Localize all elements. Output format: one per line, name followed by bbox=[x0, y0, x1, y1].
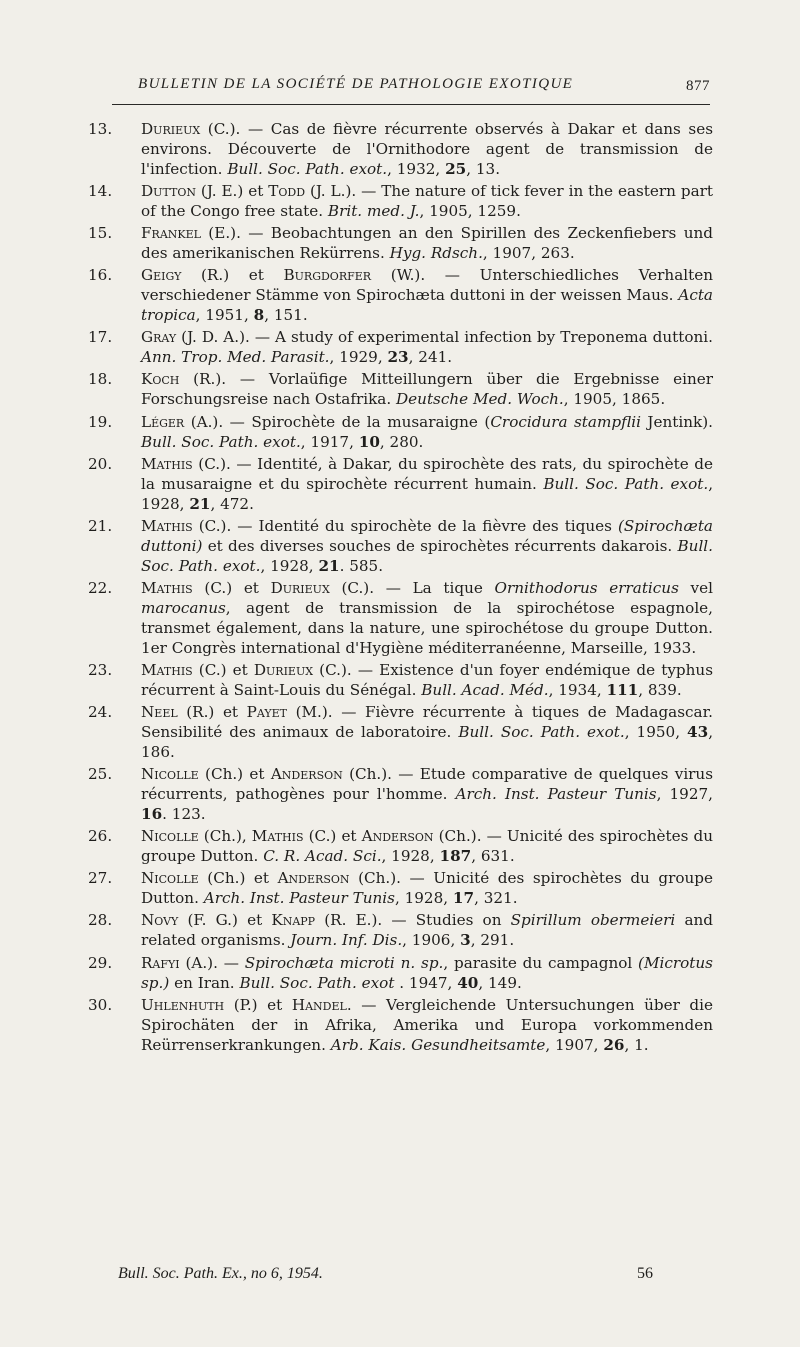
reference-segment: , 291. bbox=[470, 931, 515, 950]
author-name: Frankel bbox=[141, 224, 201, 243]
italic-text: Journ. Inf. Dis. bbox=[290, 931, 403, 950]
author-name: Dutton bbox=[141, 182, 196, 201]
page-number: 877 bbox=[686, 78, 710, 94]
author-name: Handel bbox=[291, 995, 347, 1014]
reference-number: 21. bbox=[88, 516, 113, 535]
reference-entry bbox=[88, 412, 713, 452]
italic-text: Brit. med. J. bbox=[327, 202, 420, 221]
reference-entry bbox=[88, 119, 713, 179]
italic-text: marocanus bbox=[141, 598, 226, 617]
reference-segment: (C.). — Identité du spirochète de la fièvre des tiques bbox=[192, 516, 618, 535]
reference-text bbox=[141, 953, 713, 993]
reference-segment: (C.). — Existence d'un foyer endémique de typhus récurrent à Saint-Louis du Sénégal. bbox=[141, 660, 713, 699]
reference-segment: (Ch.) et bbox=[198, 869, 278, 888]
volume-number: 3 bbox=[460, 931, 471, 950]
italic-text: Ornithodorus erraticus bbox=[494, 578, 679, 597]
reference-number: 19. bbox=[88, 412, 113, 431]
reference-number: 27. bbox=[88, 869, 113, 888]
reference-segment: (R. E.). — Studies on bbox=[315, 911, 511, 930]
author-name: Léger bbox=[141, 412, 185, 431]
running-header bbox=[138, 76, 710, 93]
author-name: Burgdorfer bbox=[283, 266, 372, 285]
reference-segment: (C.) et bbox=[303, 827, 362, 846]
author-name: Rafyi bbox=[141, 953, 180, 972]
reference-segment: , 1932, bbox=[387, 160, 446, 178]
author-name: Durieux bbox=[141, 120, 201, 138]
reference-segment: , 839. bbox=[638, 680, 682, 699]
reference-entry bbox=[88, 910, 713, 950]
italic-text: Bull. Soc. Path. exot. bbox=[141, 432, 301, 451]
reference-segment: (R.) et bbox=[177, 703, 247, 722]
reference-segment: (M.). — Fièvre récurrente à tiques de Madagascar. Sensibilité des animaux de laboratoire. bbox=[141, 703, 713, 742]
reference-segment: (A.). — Spirochète de la musaraigne ( bbox=[184, 412, 491, 431]
reference-segment: , 149. bbox=[478, 973, 522, 992]
reference-segment: , 241. bbox=[408, 348, 453, 367]
reference-entry bbox=[88, 265, 713, 325]
italic-text: Bull. Acad. Méd. bbox=[421, 680, 549, 699]
author-name: Anderson bbox=[270, 765, 343, 784]
reference-entry bbox=[88, 826, 713, 866]
reference-segment: (C.). — Cas de fièvre récurrente observés à Dakar et dans ses environs. Découverte de l'Ornithodore agent de transmission de l'infection. bbox=[141, 120, 713, 178]
reference-number: 20. bbox=[88, 454, 113, 473]
reference-segment: , 1950, bbox=[624, 723, 688, 742]
reference-text bbox=[141, 995, 713, 1055]
reference-segment: , 1907, 263. bbox=[482, 244, 575, 263]
volume-number: 25 bbox=[445, 160, 467, 178]
italic-text: Arch. Inst. Pasteur Tunis bbox=[455, 785, 657, 804]
reference-segment: , 1. bbox=[624, 1035, 649, 1054]
reference-segment: en Iran. bbox=[169, 973, 240, 992]
author-name: Payet bbox=[246, 703, 287, 722]
volume-number: 21 bbox=[318, 556, 340, 575]
reference-segment: . 1947, bbox=[394, 973, 458, 992]
reference-entry bbox=[88, 702, 713, 762]
reference-segment: (C.). — La tique bbox=[329, 578, 495, 597]
footer-citation: Bull. Soc. Path. Ex., no 6, 1954. bbox=[118, 1265, 323, 1282]
reference-entry bbox=[88, 660, 713, 700]
italic-text: Bull. Soc. Path. exot. bbox=[458, 723, 625, 742]
reference-segment: (E.). — Beobachtungen an den Spirillen des Zeckenfiebers und des amerikanischen Rekürrens. bbox=[141, 224, 713, 263]
italic-text: C. R. Acad. Sci. bbox=[263, 847, 382, 866]
reference-segment: , 1928, bbox=[394, 889, 453, 908]
reference-segment: (Ch.), bbox=[198, 827, 252, 846]
reference-segment: vel bbox=[678, 578, 713, 597]
reference-segment: , 631. bbox=[471, 847, 515, 866]
italic-text: (Spirochæta duttoni) bbox=[141, 516, 713, 555]
reference-number: 29. bbox=[88, 953, 113, 972]
volume-number: 43 bbox=[687, 723, 709, 742]
author-name: Mathis bbox=[141, 660, 193, 679]
volume-number: 21 bbox=[189, 494, 211, 513]
reference-text bbox=[141, 660, 713, 700]
reference-number: 30. bbox=[88, 995, 113, 1014]
running-title: BULLETIN DE LA SOCIÉTÉ DE PATHOLOGIE EXOTIQUE bbox=[138, 76, 574, 92]
reference-segment: , 1928, bbox=[381, 847, 440, 866]
reference-segment: , 280. bbox=[379, 432, 424, 451]
author-name: Uhlenhuth bbox=[141, 995, 225, 1014]
author-name: Mathis bbox=[141, 454, 193, 473]
volume-number: 26 bbox=[603, 1035, 625, 1054]
reference-segment: (Ch.). — Unicité des spirochètes du groupe Dutton. bbox=[141, 869, 714, 908]
reference-entry bbox=[88, 516, 713, 576]
reference-text bbox=[141, 910, 713, 950]
volume-number: 8 bbox=[253, 306, 265, 325]
reference-entry bbox=[88, 995, 713, 1055]
reference-number: 28. bbox=[88, 911, 113, 930]
author-name: Durieux bbox=[253, 660, 314, 679]
reference-list bbox=[88, 119, 713, 1057]
reference-segment: , 1907, bbox=[545, 1035, 604, 1054]
author-name: Neel bbox=[141, 703, 178, 722]
reference-text bbox=[141, 764, 713, 824]
reference-segment: (R.). — Vorlaüfige Mitteillungern über die Ergebnisse einer Forschungsreise nach Ostafrika. bbox=[141, 370, 713, 409]
author-name: Gray bbox=[141, 328, 177, 347]
author-name: Mathis bbox=[141, 578, 193, 597]
reference-segment: . 123. bbox=[162, 805, 206, 824]
reference-text bbox=[141, 327, 713, 367]
reference-segment: (A.). — bbox=[179, 953, 245, 972]
reference-segment: (J. E.) et bbox=[195, 182, 269, 201]
reference-entry bbox=[88, 181, 713, 221]
italic-text: Bull. Soc. Path. exot. bbox=[543, 474, 709, 493]
reference-number: 22. bbox=[88, 578, 113, 597]
reference-segment: . 585. bbox=[339, 556, 384, 575]
italic-text: Ann. Trop. Med. Parasit. bbox=[141, 348, 330, 367]
reference-segment: , 1917, bbox=[300, 432, 359, 451]
reference-segment: , 1951, bbox=[195, 306, 254, 325]
italic-text: Spirillum obermeieri bbox=[510, 911, 676, 930]
reference-segment: , parasite du campagnol bbox=[443, 953, 639, 972]
reference-segment: , 151. bbox=[264, 306, 308, 325]
author-name: Nicolle bbox=[141, 869, 199, 888]
volume-number: 10 bbox=[358, 432, 380, 451]
reference-number: 17. bbox=[88, 328, 113, 347]
volume-number: 187 bbox=[439, 847, 472, 866]
reference-segment: (W.). — Unterschiedliches Verhalten verschiedener Stämme von Spirochæta duttoni in der weissen Maus. bbox=[141, 266, 713, 305]
reference-entry bbox=[88, 369, 713, 409]
reference-number: 14. bbox=[88, 182, 113, 201]
reference-text bbox=[141, 181, 713, 221]
reference-segment: (C.). — Identité, à Dakar, du spirochète des rats, du spirochète de la musaraigne et du spirochète récurrent humain. bbox=[141, 454, 713, 493]
reference-text bbox=[141, 119, 713, 179]
reference-segment: (R.) et bbox=[181, 266, 284, 285]
italic-text: Crocidura stampflii bbox=[490, 412, 641, 431]
reference-entry bbox=[88, 223, 713, 263]
italic-text: Hyg. Rdsch. bbox=[389, 244, 483, 263]
reference-entry bbox=[88, 953, 713, 993]
reference-segment: , agent de transmission de la spirochétose espagnole, transmet également, dans la nature, une spirochétose du groupe Dutton. 1er Congrès international d'Hygiène méditerranéenne, Marseille, 1933. bbox=[141, 598, 713, 657]
reference-number: 23. bbox=[88, 660, 113, 679]
volume-number: 16 bbox=[141, 805, 163, 824]
reference-text bbox=[141, 868, 713, 908]
author-name: Nicolle bbox=[141, 765, 199, 784]
volume-number: 17 bbox=[452, 889, 475, 908]
reference-number: 16. bbox=[88, 266, 113, 285]
reference-segment: (F. G.) et bbox=[178, 911, 272, 930]
reference-segment: , 472. bbox=[210, 494, 254, 513]
reference-segment: Jentink). bbox=[640, 412, 713, 431]
reference-text bbox=[141, 369, 713, 409]
reference-segment: , 1934, bbox=[548, 680, 607, 699]
reference-entry bbox=[88, 327, 713, 367]
reference-segment: (J. L.). — The nature of tick fever in the eastern part of the Congo free state. bbox=[141, 182, 713, 221]
italic-text: Spirochæta microti n. sp. bbox=[244, 953, 444, 972]
reference-segment: . — Vergleichende Untersuchungen über die Spirochäten der in Afrika, Amerika und Europa vorkommenden Reürrenserkrankungen. bbox=[141, 995, 713, 1054]
reference-segment: (J. D. A.). — A study of experimental infection by Treponema duttoni. bbox=[176, 328, 713, 347]
reference-segment: , 1928, bbox=[141, 474, 714, 513]
author-name: Anderson bbox=[277, 869, 350, 888]
italic-text: (Microtus sp.) bbox=[141, 953, 713, 992]
reference-entry bbox=[88, 578, 713, 658]
reference-entry bbox=[88, 868, 713, 908]
reference-text bbox=[141, 516, 713, 576]
reference-segment: , 1928, bbox=[260, 556, 319, 575]
reference-segment: (Ch.). — Etude comparative de quelques virus récurrents, pathogènes pour l'homme. bbox=[141, 765, 714, 804]
author-name: Mathis bbox=[251, 827, 304, 846]
author-name: Koch bbox=[141, 370, 180, 389]
reference-segment: et des diverses souches de spirochètes récurrents dakarois. bbox=[202, 536, 678, 555]
reference-number: 24. bbox=[88, 703, 113, 722]
reference-text bbox=[141, 265, 713, 325]
author-name: Anderson bbox=[361, 827, 434, 846]
reference-segment: (C.) et bbox=[192, 660, 254, 679]
author-name: Todd bbox=[268, 182, 306, 201]
reference-entry bbox=[88, 454, 713, 514]
reference-number: 15. bbox=[88, 224, 113, 243]
reference-segment: and related organisms. bbox=[141, 911, 714, 950]
reference-text bbox=[141, 826, 713, 866]
author-name: Geigy bbox=[141, 266, 182, 285]
reference-segment: , 1929, bbox=[329, 348, 388, 367]
reference-segment: , 13. bbox=[466, 160, 501, 178]
reference-segment: , 1905, 1865. bbox=[563, 390, 666, 409]
signature-mark: 56 bbox=[637, 1265, 653, 1282]
reference-segment: , 1905, 1259. bbox=[419, 202, 521, 221]
author-name: Mathis bbox=[141, 516, 193, 535]
reference-segment: (Ch.). — Unicité des spirochètes du groupe Dutton. bbox=[141, 827, 713, 866]
reference-text bbox=[141, 454, 713, 514]
reference-segment: , 1927, bbox=[656, 785, 713, 804]
reference-text bbox=[141, 702, 713, 762]
italic-text: Deutsche Med. Woch. bbox=[396, 390, 564, 409]
volume-number: 40 bbox=[457, 973, 479, 992]
reference-segment: (P.) et bbox=[224, 995, 292, 1014]
reference-text bbox=[141, 412, 713, 452]
author-name: Durieux bbox=[270, 578, 330, 597]
italic-text: Arb. Kais. Gesundheitsamte bbox=[330, 1035, 546, 1054]
italic-text: Acta tropica bbox=[141, 286, 713, 325]
italic-text: Bull. Soc. Path. exot. bbox=[227, 160, 388, 178]
author-name: Novy bbox=[141, 911, 179, 930]
italic-text: Bull. Soc. Path. exot bbox=[239, 973, 395, 992]
author-name: Knapp bbox=[271, 911, 316, 930]
reference-entry bbox=[88, 764, 713, 824]
reference-number: 13. bbox=[88, 120, 113, 138]
reference-segment: (Ch.) et bbox=[198, 765, 271, 784]
page-footer bbox=[118, 1265, 653, 1283]
reference-segment: , 321. bbox=[474, 889, 518, 908]
reference-text bbox=[141, 578, 713, 658]
volume-number: 111 bbox=[606, 680, 639, 699]
reference-number: 25. bbox=[88, 765, 113, 784]
header-rule bbox=[112, 104, 710, 105]
italic-text: Bull. Soc. Path. exot. bbox=[141, 536, 713, 575]
reference-segment: , 186. bbox=[141, 723, 714, 762]
italic-text: Arch. Inst. Pasteur Tunis bbox=[203, 889, 395, 908]
reference-segment: , 1906, bbox=[402, 931, 461, 950]
author-name: Nicolle bbox=[141, 827, 199, 846]
reference-number: 18. bbox=[88, 370, 113, 389]
reference-text bbox=[141, 223, 713, 263]
reference-segment: (C.) et bbox=[192, 578, 271, 597]
reference-number: 26. bbox=[88, 827, 113, 846]
volume-number: 23 bbox=[387, 348, 409, 367]
